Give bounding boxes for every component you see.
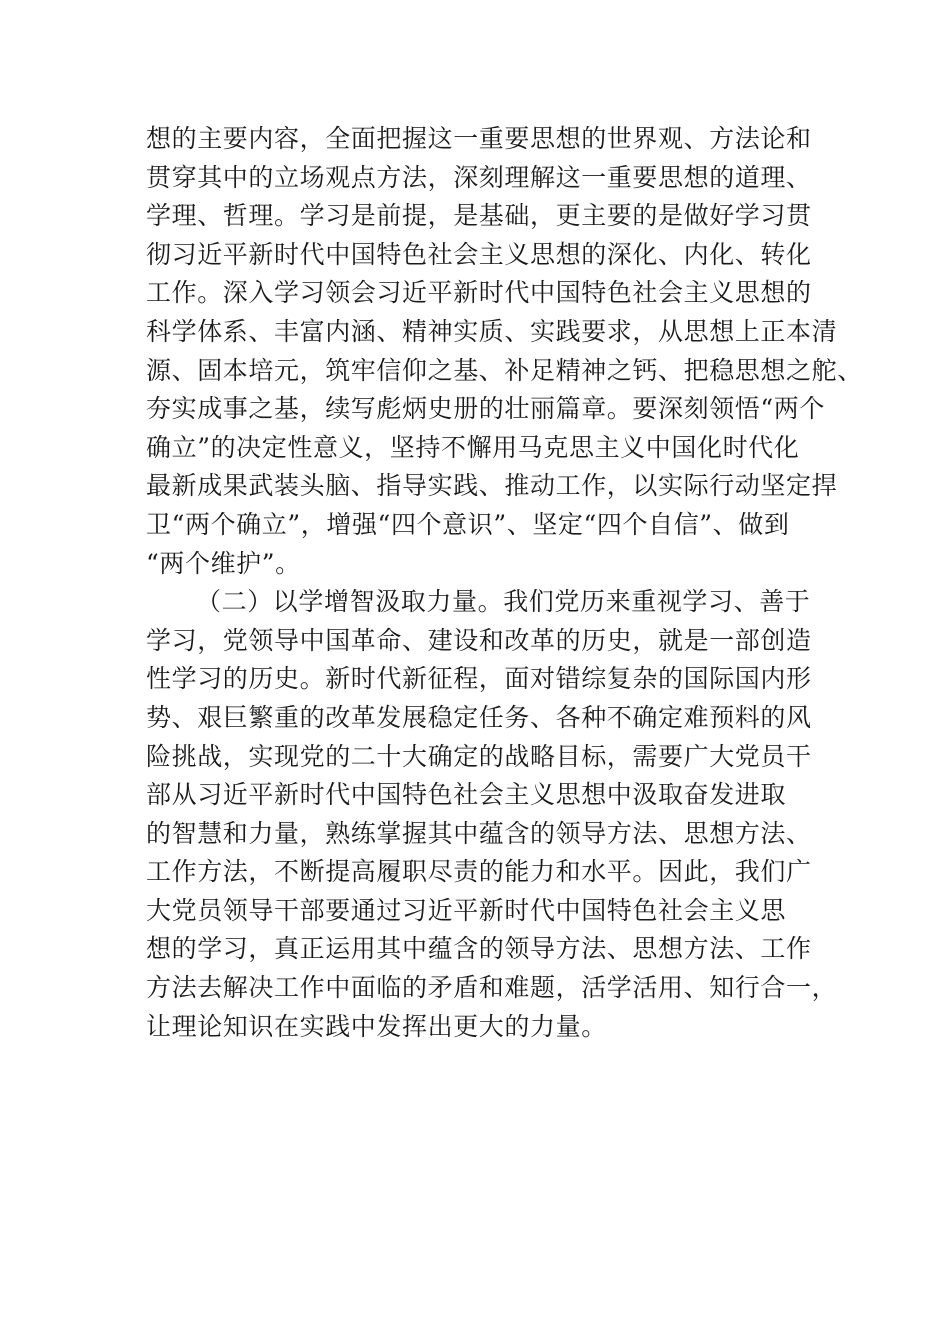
text-line: “两个维护”。: [146, 548, 301, 578]
text-line: 想的学习，真正运用其中蕴含的领导方法、思想方法、工作: [146, 934, 812, 964]
body-text: [146, 120, 863, 1046]
text-line: 的智慧和力量，熟练掌握其中蕴含的领导方法、思想方法、: [146, 818, 812, 848]
text-line: 方法去解决工作中面临的矛盾和难题，活学活用、知行合一，: [146, 973, 838, 1003]
text-line: 确立”的决定性意义，坚持不懈用马克思主义中国化时代化: [146, 432, 800, 462]
text-line: 夯实成事之基，续写彪炳史册的壮丽篇章。要深刻领悟“两个: [146, 394, 825, 424]
text-line: 贯穿其中的立场观点方法，深刻理解这一重要思想的道理、: [146, 162, 812, 192]
text-line: 源、固本培元，筑牢信仰之基、补足精神之钙、把稳思想之舵、: [146, 355, 863, 385]
text-line: 大党员领导干部要通过习近平新时代中国特色社会主义思: [146, 895, 787, 925]
section-heading-line: （二）以学增智汲取力量。我们党历来重视学习、善于: [196, 587, 811, 617]
text-line: 部从习近平新时代中国特色社会主义思想中汲取奋发进取: [146, 780, 787, 810]
text-line: 彻习近平新时代中国特色社会主义思想的深化、内化、转化: [146, 239, 812, 269]
text-line: 最新成果武装头脑、指导实践、推动工作，以实际行动坚定捍: [146, 471, 838, 501]
text-line: 学理、哲理。学习是前提，是基础，更主要的是做好学习贯: [146, 201, 812, 231]
text-line: 势、艰巨繁重的改革发展稳定任务、各种不确定难预料的风: [146, 702, 812, 732]
text-line: 卫“两个确立”，增强“四个意识”、坚定“四个自信”、做到: [146, 509, 790, 539]
text-line: 工作。深入学习领会习近平新时代中国特色社会主义思想的: [146, 278, 812, 308]
text-line: 工作方法，不断提高履职尽责的能力和水平。因此，我们广: [146, 857, 812, 887]
text-line: 学习，党领导中国革命、建设和改革的历史，就是一部创造: [146, 625, 812, 655]
text-line: 性学习的历史。新时代新征程，面对错综复杂的国际国内形: [146, 664, 812, 694]
text-line: 科学体系、丰富内涵、精神实质、实践要求，从思想上正本清: [146, 316, 838, 346]
text-line: 险挑战，实现党的二十大确定的战略目标，需要广大党员干: [146, 741, 812, 771]
text-line: 想的主要内容，全面把握这一重要思想的世界观、方法论和: [146, 124, 812, 153]
text-line: 让理论知识在实践中发挥出更大的力量。: [146, 1011, 607, 1041]
